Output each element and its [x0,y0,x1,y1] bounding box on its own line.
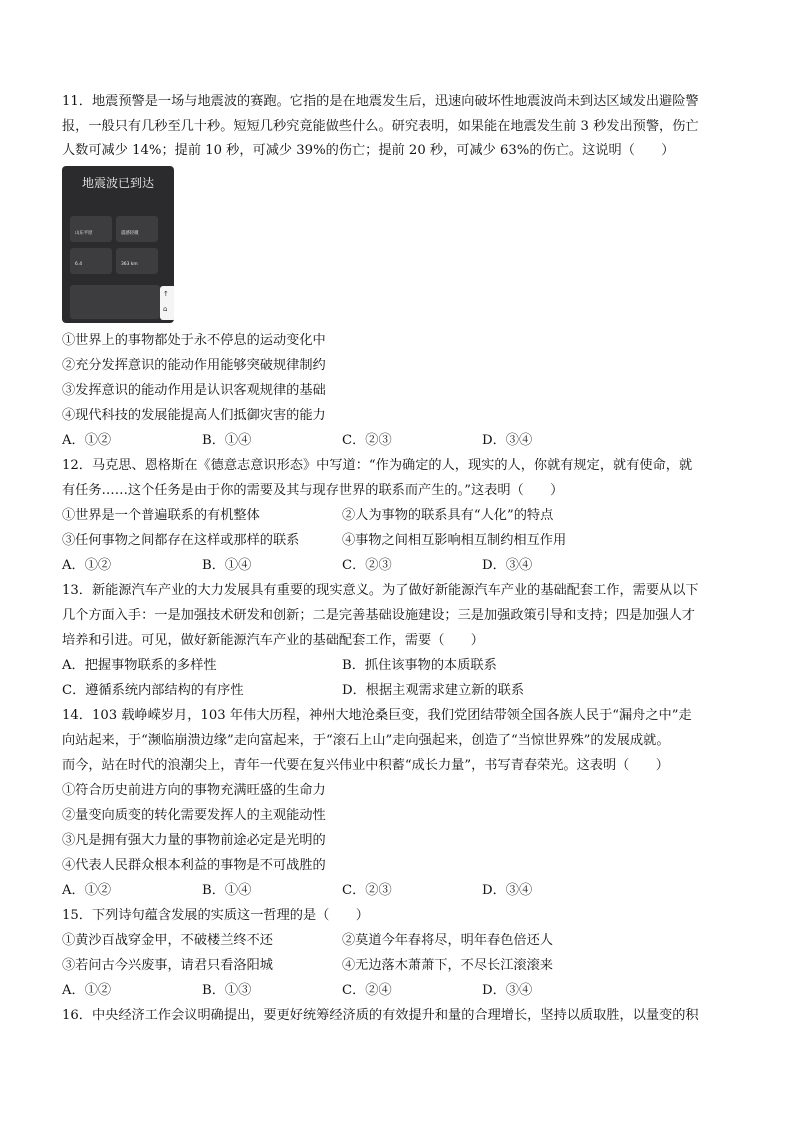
q12-option-b: B．①④ [202,558,252,573]
q12-stem-line-2: 有任务……这个任务是由于你的需要及其与现存世界的联系而产生的。”这表明（ ） [62,483,564,498]
q11-option-c: C．②③ [342,433,392,448]
home-icon: ⌂ [163,305,168,313]
q12-statement-1: ①世界是一个普遍联系的有机整体 [62,508,260,523]
q11-stem-line-2: 报，一般只有几秒至几十秒。短短几秒究竟能做些什么。研究表明，如果能在地震发生前 3 秒发出预警，伤亡 [62,119,699,134]
alert-card-intensity: 震感轻微 [116,216,158,242]
q15-stem-line-1: 15．下列诗句蕴含发展的实质这一哲理的是（ ） [62,908,369,923]
q11-option-d: D．③④ [482,433,533,448]
q11-option-a: A．①② [62,433,112,448]
q14-stem-line-3: 而今，站在时代的浪潮尖上，青年一代要在复兴伟业中积蓄“成长力量”，书写青春荣光。这表明（ ） [62,758,669,773]
q12-stem-line-1: 12．马克思、恩格斯在《德意志意识形态》中写道：“作为确定的人，现实的人，你就有规定，就有使命，就 [62,458,693,473]
q13-option-a: A．把握事物联系的多样性 [62,658,217,673]
q11-statement-2: ②充分发挥意识的能动作用能够突破规律制约 [62,358,326,373]
q12-statement-3: ③任何事物之间都存在这样或那样的联系 [62,533,300,548]
q13-stem-line-3: 培养和引进。可见，做好新能源汽车产业的基础配套工作，需要（ ） [62,633,484,648]
q13-option-b: B．抓住该事物的本质联系 [342,658,497,673]
q13-option-c: C．遵循系统内部结构的有序性 [62,683,244,698]
q11-option-b: B．①④ [202,433,252,448]
q15-statement-4: ④无边落木萧萧下，不尽长江滚滚来 [342,958,553,973]
q14-option-a: A．①② [62,883,112,898]
side-toolbar [160,286,174,320]
alert-card-location: 山东平原 [70,216,112,242]
q14-statement-2: ②量变向质变的转化需要发挥人的主观能动性 [62,808,326,823]
q11-statement-3: ③发挥意识的能动作用是认识客观规律的基础 [62,383,326,398]
q15-statement-1: ①黄沙百战穿金甲，不破楼兰终不还 [62,933,273,948]
q14-statement-3: ③凡是拥有强大力量的事物前途必定是光明的 [62,833,326,848]
q16-stem-line-1: 16．中央经济工作会议明确提出，要更好统筹经济质的有效提升和量的合理增长，坚持以质取胜，以量变的积 [62,1008,699,1023]
q14-statement-1: ①符合历史前进方向的事物充满旺盛的生命力 [62,783,326,798]
alert-title: 地震波已到达 [81,176,154,190]
q12-option-a: A．①② [62,558,112,573]
q13-stem-line-2: 几个方面入手：一是加强技术研发和创新；二是完善基础设施建设；三是加强政策引导和支持；四是加强人才 [62,608,695,623]
q14-option-c: C．②③ [342,883,392,898]
q12-statement-2: ②人为事物的联系具有“人化”的特点 [342,508,554,523]
q12-option-d: D．③④ [482,558,533,573]
arrow-up-icon: ↑ [163,290,169,298]
alert-card-distance: 363 km [116,248,158,274]
q12-option-c: C．②③ [342,558,392,573]
q15-option-b: B．①③ [202,983,252,998]
q13-stem-line-1: 13．新能源汽车产业的大力发展具有重要的现实意义。为了做好新能源汽车产业的基础配套工作，需要从以下 [62,583,699,598]
alert-card-magnitude: 6.4 [70,248,112,274]
q15-statement-3: ③若问古今兴废事，请君只看洛阳城 [62,958,273,973]
q14-option-d: D．③④ [482,883,533,898]
q11-stem-line-3: 人数可减少 14%；提前 10 秒，可减少 39%的伤亡；提前 20 秒，可减少 63%的伤亡。这说明（ ） [62,143,675,158]
q15-option-a: A．①② [62,983,112,998]
alert-note [70,285,160,319]
q15-statement-2: ②莫道今年春将尽，明年春色倍还人 [342,933,553,948]
q11-statement-4: ④现代科技的发展能提高人们抵御灾害的能力 [62,408,326,423]
q14-statement-4: ④代表人民群众根本利益的事物是不可战胜的 [62,858,326,873]
q14-stem-line-1: 14．103 载峥嵘岁月，103 年伟大历程，神州大地沧桑巨变，我们党团结带领全国各族人民于“漏舟之中”走 [62,708,692,723]
q13-option-d: D．根据主观需求建立新的联系 [342,683,525,698]
q14-option-b: B．①④ [202,883,252,898]
q15-option-c: C．②④ [342,983,392,998]
q11-statement-1: ①世界上的事物都处于永不停息的运动变化中 [62,333,326,348]
q15-option-d: D．③④ [482,983,533,998]
q14-stem-line-2: 向站起来，于“濒临崩溃边缘”走向富起来，于“滚石上山”走向强起来，创造了“当惊世界殊”的发展成就。 [62,733,670,748]
q11-stem-line-1: 11．地震预警是一场与地震波的赛跑。它指的是在地震发生后，迅速向破坏性地震波尚未到达区域发出避险警 [62,94,699,109]
earthquake-alert-screenshot [62,166,174,323]
q12-statement-4: ④事物之间相互影响相互制约相互作用 [342,533,567,548]
